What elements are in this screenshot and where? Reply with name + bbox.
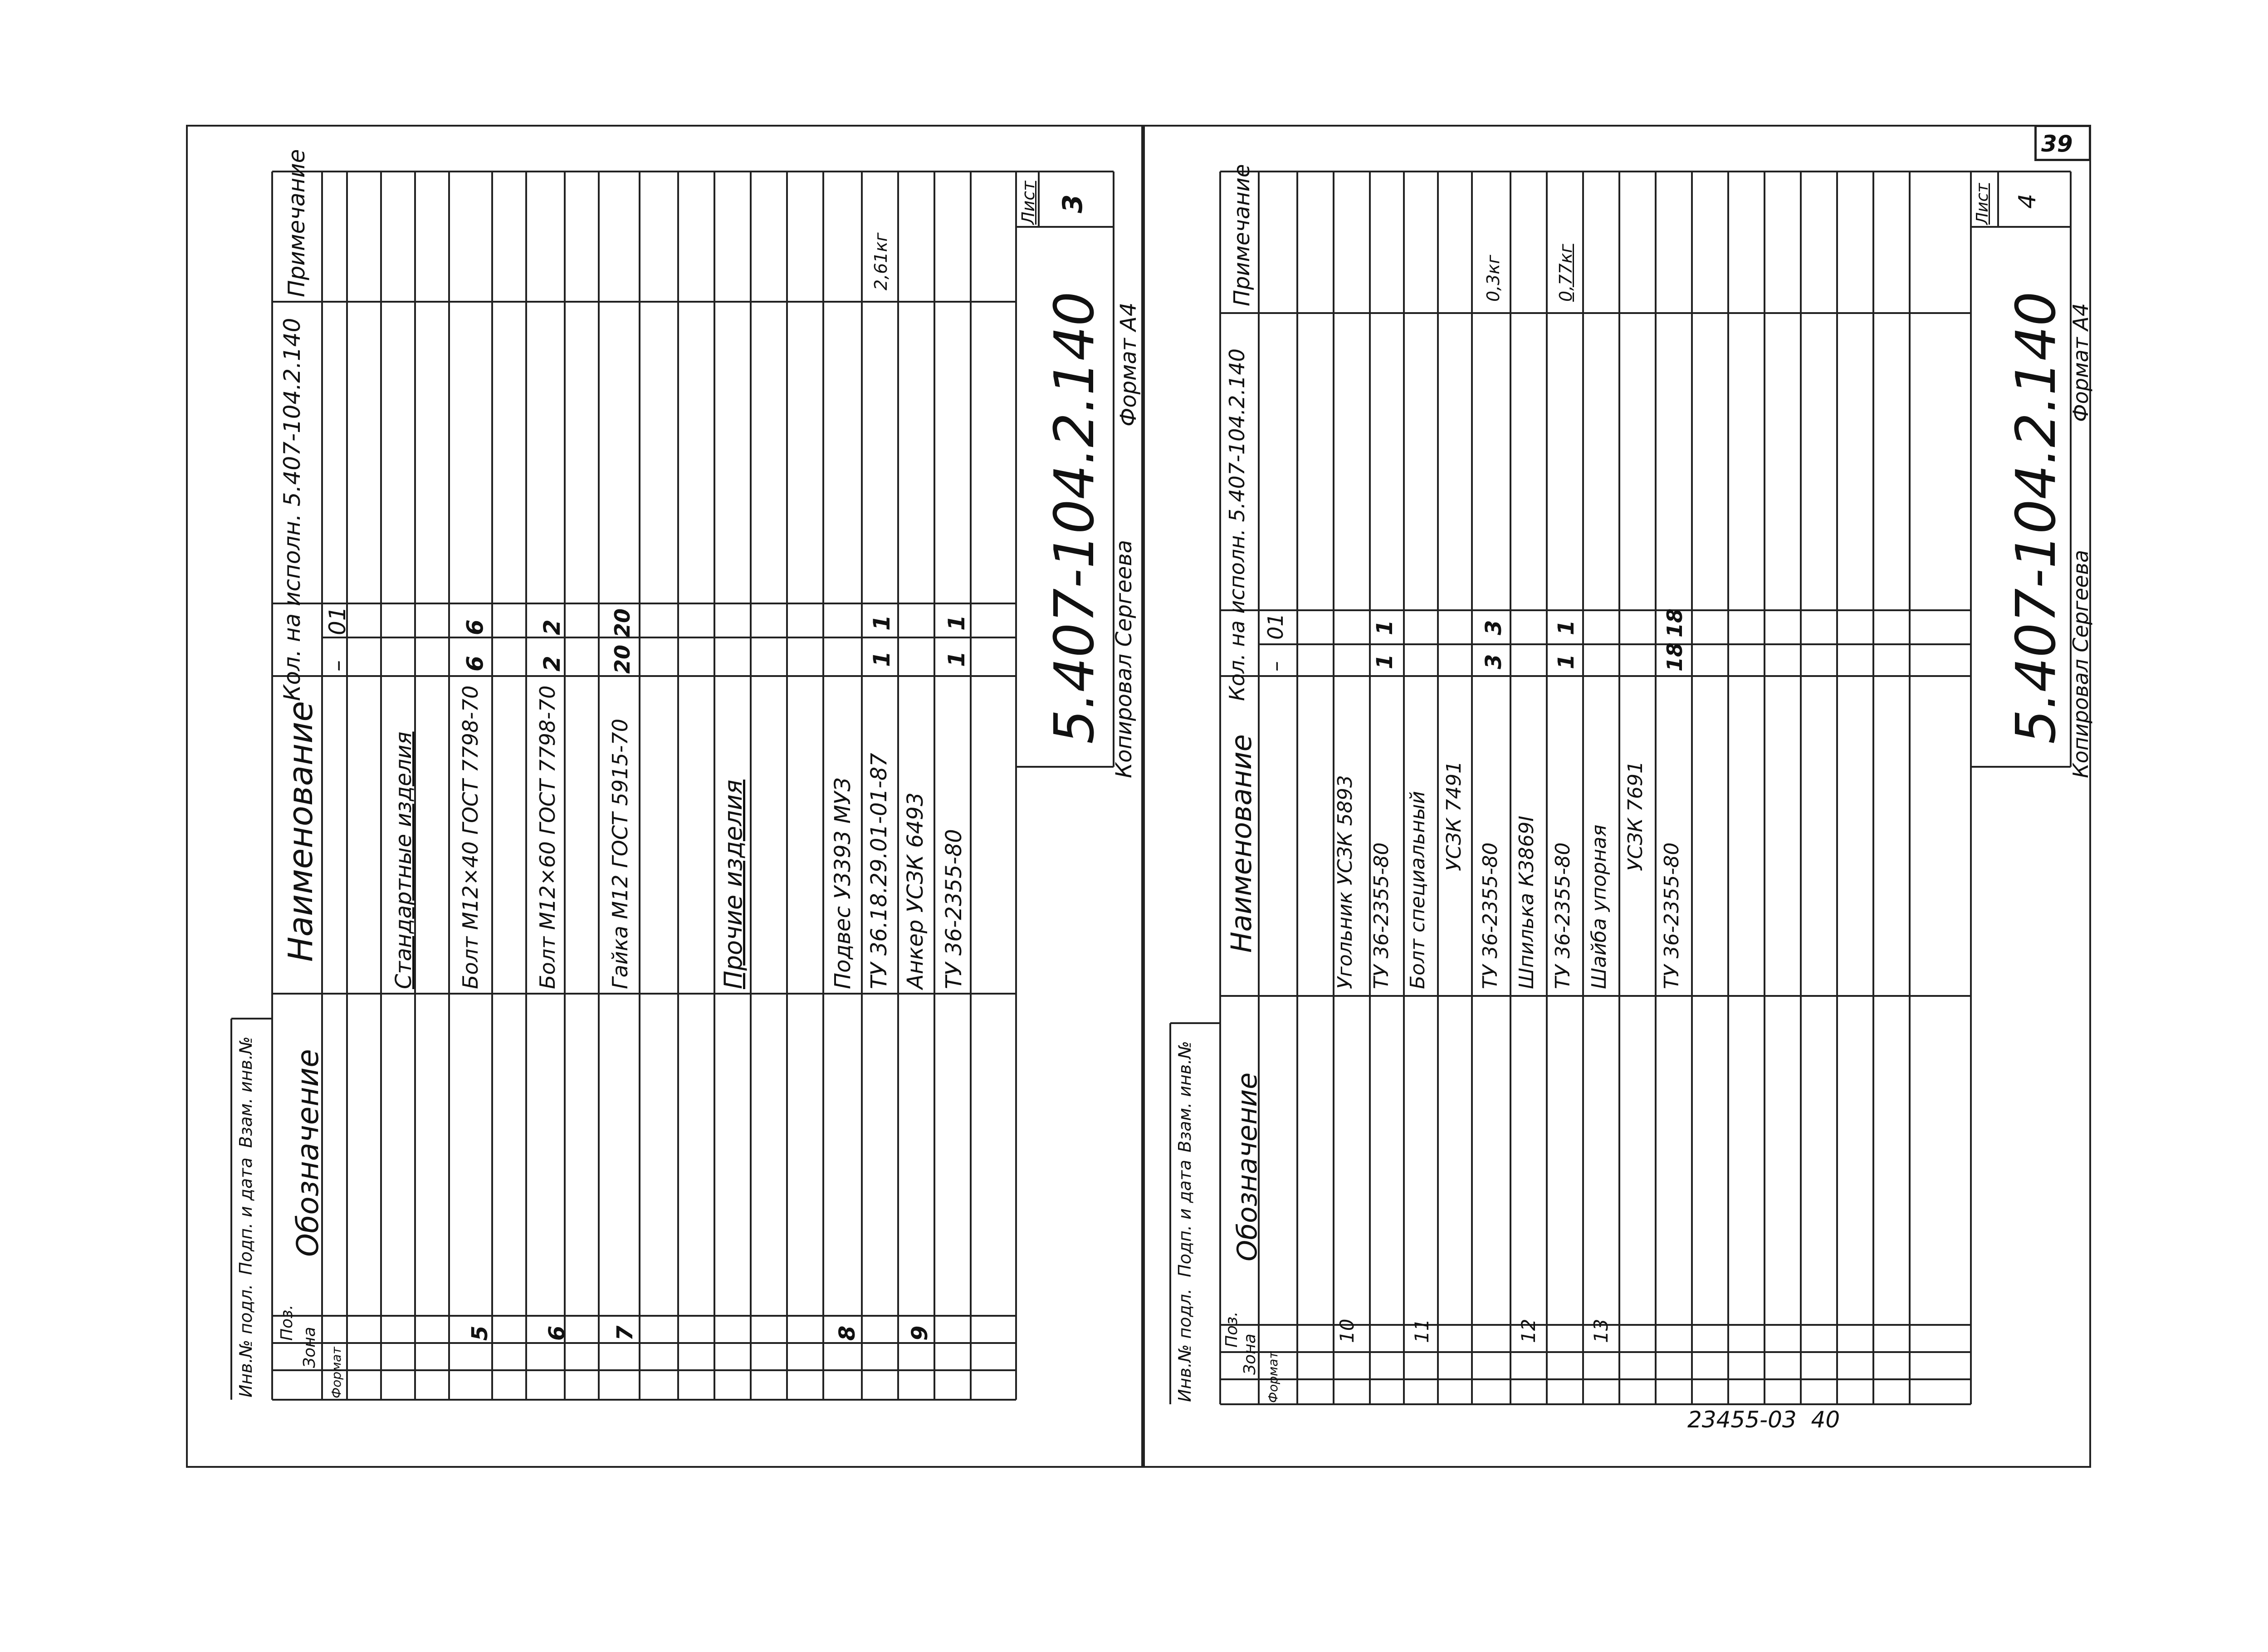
row-q1: 6 (462, 656, 488, 672)
row-q1: 1 (1372, 654, 1398, 669)
header-name: Наименование (281, 701, 320, 962)
page-number: 39 (2041, 131, 2073, 157)
row-q2: 2 (539, 619, 565, 635)
row-name: Подвес У3393 МУЗ (830, 777, 855, 989)
row-q1: 20 (610, 644, 635, 674)
row-q2: 18 (1662, 608, 1687, 637)
row-pos: 8 (835, 1325, 860, 1341)
row-name: ТУ 36.18.29.01-01-87 (866, 753, 892, 989)
row-q1: 18 (1662, 642, 1687, 672)
format-label: Формат А4 (2068, 303, 2093, 422)
doc-code: 5.407-104.2.140 (1043, 291, 1106, 744)
header-zone: Зона (300, 1327, 319, 1368)
row-note: 0,3кг (1483, 255, 1503, 302)
sheet-number: 3 (1057, 194, 1089, 213)
row-name: ТУ 36-2355-80 (1551, 842, 1574, 989)
sheet-3-grid (231, 172, 1114, 1400)
row-q1: 3 (1481, 654, 1506, 669)
sheet-number: 4 (2014, 193, 2041, 209)
row-name: Болт М12×60 ГОСТ 7798-70 (535, 685, 560, 989)
row-q2: 1 (1372, 620, 1398, 635)
row-note: 0,77кг (1556, 244, 1576, 302)
format-label: Формат А4 (1116, 302, 1141, 426)
side-label-inv: Инв.№ подл. (1175, 1288, 1195, 1402)
header-position: Поз. (278, 1304, 296, 1341)
side-label-inv: Инв.№ подл. (236, 1284, 256, 1397)
row-pos: 7 (612, 1325, 638, 1341)
sheet-label: Лист (1973, 183, 1992, 225)
side-label-replace: Взам. инв.№ (236, 1036, 256, 1148)
row-q1: 2 (539, 656, 565, 672)
sheet-4-grid (1170, 172, 2071, 1404)
header-name: Наименование (1225, 734, 1258, 953)
row-name: Болт М12×40 ГОСТ 7798-70 (458, 685, 483, 989)
row-pos: 11 (1411, 1319, 1433, 1343)
row-note: 2,61кг (871, 232, 891, 290)
header-variant-01: 01 (324, 606, 351, 635)
row-name: Гайка М12 ГОСТ 5915-70 (608, 718, 632, 989)
header-variant-base: – (324, 660, 351, 672)
row-name: ТУ 36-2355-80 (1660, 842, 1683, 989)
row-pos: 10 (1336, 1319, 1358, 1343)
row-name: Угольник УСЗК 5893 (1334, 775, 1357, 989)
header-note: Примечание (284, 149, 310, 297)
sheet-label: Лист (1018, 181, 1038, 225)
footer-stamp: 23455-03 40 (1687, 1407, 1840, 1433)
row-pos: 12 (1517, 1319, 1540, 1343)
row-pos: 13 (1590, 1319, 1612, 1343)
side-label-replace: Взам. инв.№ (1175, 1041, 1195, 1152)
header-position: Поз. (1222, 1311, 1241, 1348)
row-name: УСЗК 7491 (1442, 761, 1466, 871)
header-quantity: Кол. на исполн. 5.407-104.2.140 (279, 318, 305, 701)
header-variant-01: 01 (1263, 613, 1288, 640)
copied-by: Копировал Сергеева (1111, 540, 1137, 778)
side-label-sign: Подп. и дата (236, 1157, 256, 1275)
row-q2: 3 (1481, 620, 1506, 635)
copied-by: Копировал Сергеева (2068, 549, 2093, 778)
row-name: УСЗК 7691 (1624, 761, 1647, 871)
row-pos: 5 (467, 1325, 493, 1341)
side-label-sign: Подп. и дата (1175, 1160, 1195, 1277)
row-name: Шайба упорная (1588, 824, 1611, 989)
row-name: ТУ 36-2355-80 (1479, 842, 1502, 989)
section-standard: Стандартные изделия (391, 731, 416, 989)
row-q2: 1 (869, 615, 895, 631)
row-pos: 9 (907, 1325, 933, 1341)
row-q1: 1 (1554, 654, 1579, 669)
header-variant-base: – (1263, 661, 1288, 672)
row-name: Шпилька К3869I (1515, 815, 1538, 989)
row-q2: 20 (610, 608, 635, 637)
doc-code: 5.407-104.2.140 (2005, 291, 2068, 744)
row-q2: 6 (462, 619, 488, 635)
row-name: Болт специальный (1406, 791, 1429, 989)
row-q1: 1 (943, 651, 970, 667)
header-format: Формат (1266, 1351, 1281, 1403)
header-designation: Обозначение (290, 1049, 325, 1257)
row-name: Анкер УСЗК 6493 (903, 792, 928, 989)
row-name: ТУ 36-2355-80 (1370, 842, 1393, 989)
header-quantity: Кол. на исполн. 5.407-104.2.140 (1225, 348, 1249, 701)
header-zone: Зона (1241, 1333, 1259, 1375)
section-other: Прочие изделия (719, 779, 748, 989)
header-format: Формат (329, 1347, 344, 1398)
header-designation: Обозначение (1232, 1072, 1263, 1261)
row-q1: 1 (869, 651, 895, 667)
header-note: Примечание (1229, 164, 1255, 306)
row-pos: 6 (544, 1325, 570, 1341)
row-q2: 1 (943, 615, 970, 631)
row-name: ТУ 36-2355-80 (941, 829, 967, 989)
row-q2: 1 (1554, 620, 1579, 635)
